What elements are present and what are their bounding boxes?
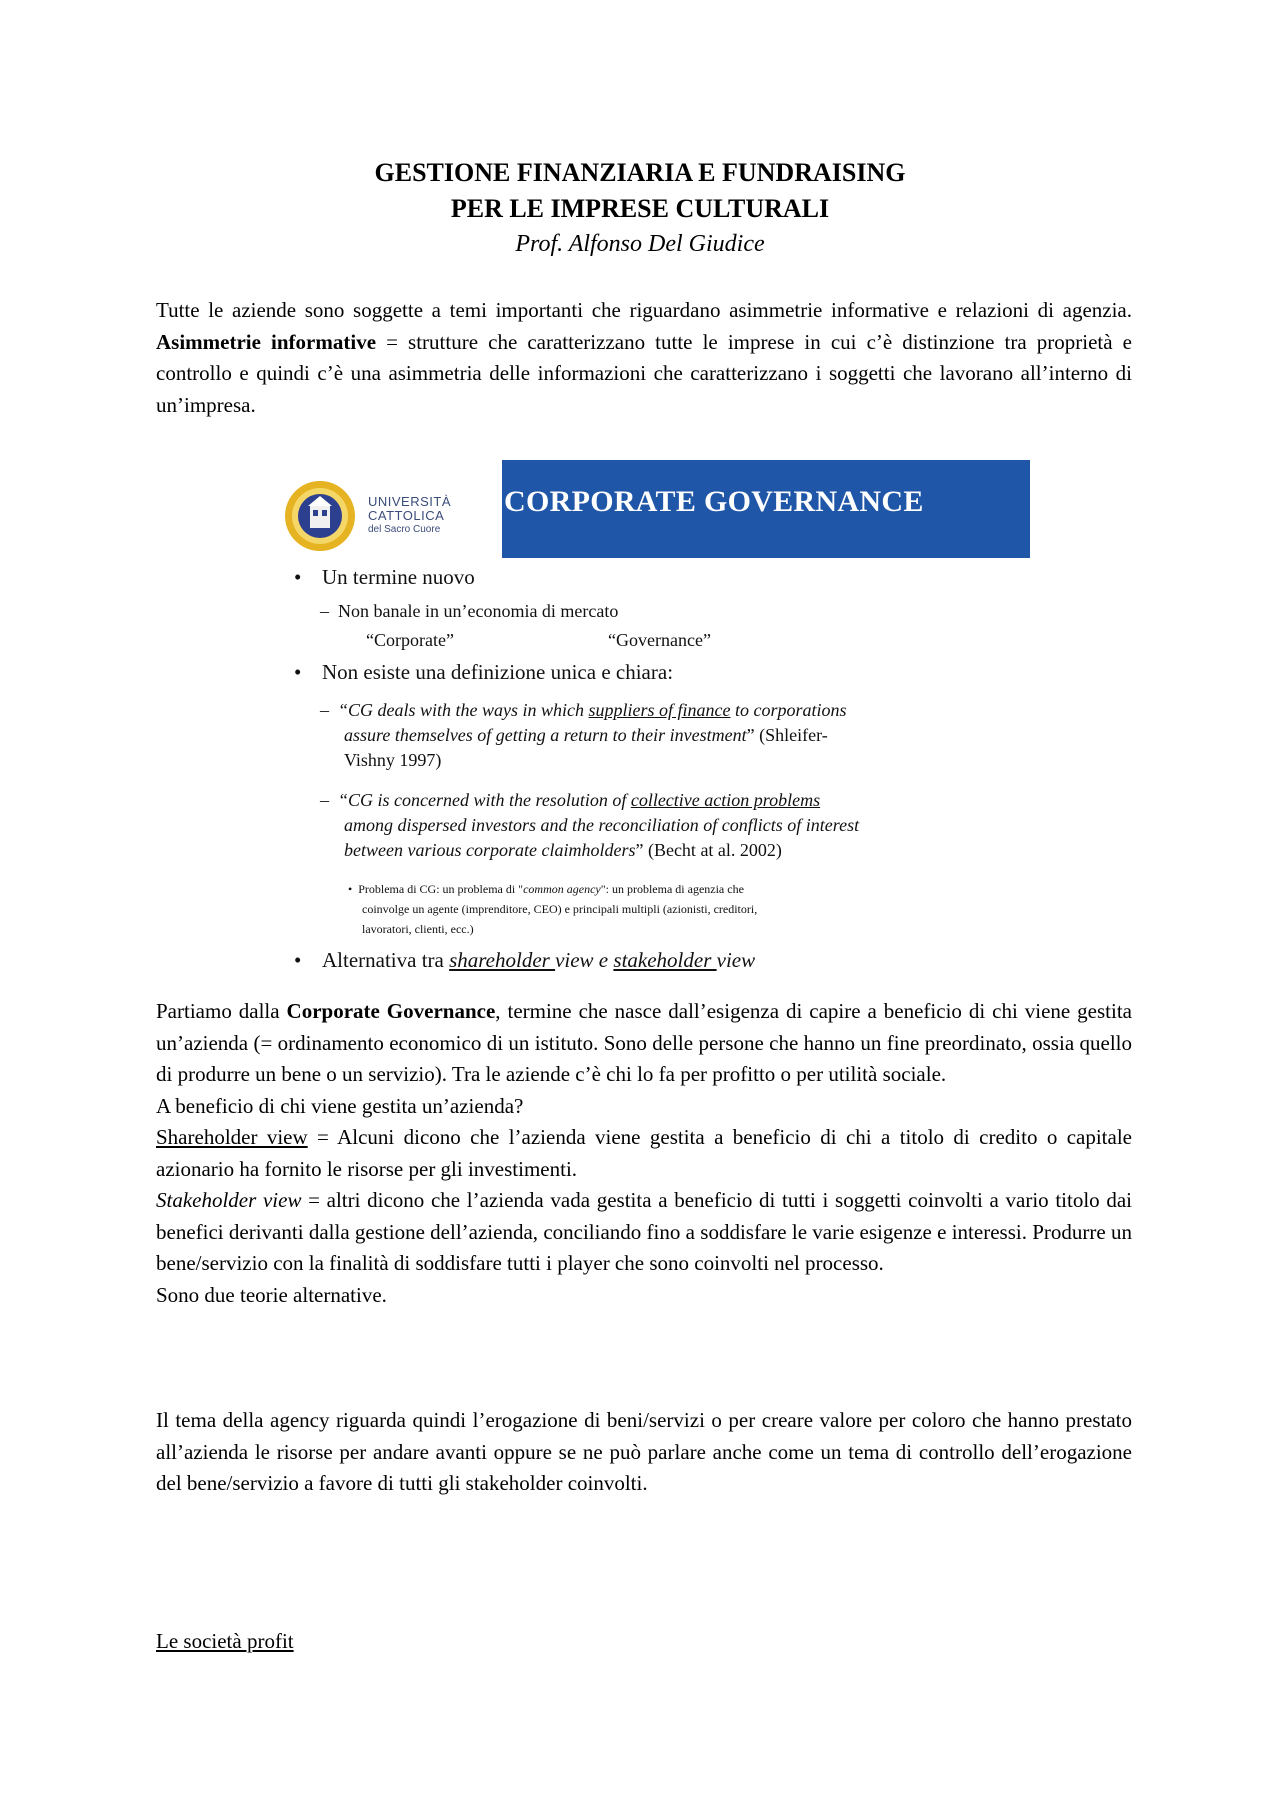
- alternative-theories-line: Sono due teorie alternative.: [156, 1282, 387, 1307]
- question-line: A beneficio di chi viene gestita un’azienda?: [156, 1093, 524, 1118]
- document-title-line2: PER LE IMPRESE CULTURALI: [450, 194, 830, 223]
- slide-bullet-2: • Non esiste una definizione unica e chiara:: [294, 660, 674, 684]
- slide-word-governance: “Governance”: [608, 630, 711, 650]
- slide-banner: CORPORATE GOVERNANCE: [502, 460, 1030, 558]
- body-paragraph-3: Il tema della agency riguarda quindi l’erogazione di beni/servizi o per creare valore per coloro che hanno prestato all’azienda le risorse per andare avanti oppure se ne può parlare anche come un tema di controllo dell’erogazione del bene/servizio a favore di tutti gli stakeholder coinvolti.: [156, 1408, 1132, 1495]
- university-name: UNIVERSITÀ CATTOLICA del Sacro Cuore: [368, 494, 452, 535]
- section-heading: Le società profit: [156, 1629, 294, 1653]
- cg-bold-term: Corporate Governance: [286, 999, 496, 1023]
- stakeholder-view-label: Stakeholder view: [156, 1188, 302, 1212]
- slide-quote-1: – “CG deals with the ways in which suppliers of finance to corporations assure themselves of getting a return to their investment” (Shleifer- Vishny 1997): [320, 700, 847, 770]
- slide-image: [280, 455, 1030, 985]
- slide-quote-2: – “CG is concerned with the resolution of collective action problems among dispersed investors and the reconciliation of conflicts of interest between various corporate claimholders” (Becht at al. 2002): [320, 790, 860, 860]
- document-title-line1: GESTIONE FINANZIARIA E FUNDRAISING: [374, 158, 906, 187]
- shareholder-view-label: Shareholder view: [156, 1125, 308, 1149]
- body-paragraph-2: Partiamo dalla Corporate Governance, termine che nasce dall’esigenza di capire a beneficio di chi viene gestita un’azienda (= ordinamento economico di un istituto. Sono delle persone che hanno un fine preordinato, ossia quello di produrre un bene o un servizio). Tra le aziende c’è chi lo fa per profitto o per utilità sociale. A beneficio di chi viene gestita un’azienda? Shareholder view = Alcuni dicono che l’azienda viene gestita a beneficio di chi a titolo di credito o capitale azionario ha fornito le risorse per gli investimenti. Stakeholder view = altri dicono che l’azienda vada gestita a beneficio di tutti i soggetti coinvolti a vario titolo dai benefici derivanti dalla gestione dell’azienda, conciliando fino a soddisfare le varie esigenze e interessi. Produrre un bene/servizio con la finalità di soddisfare tutti i player che sono coinvolti nel processo. Sono due teorie alternative.: [156, 996, 1132, 1311]
- slide-word-corporate: “Corporate”: [366, 630, 454, 650]
- slide-bullet-3: • Alternativa tra shareholder view e stakeholder view: [294, 948, 756, 972]
- slide-sub-1: – Non banale in un’economia di mercato: [320, 601, 619, 621]
- university-seal-icon: [284, 480, 356, 552]
- intro-bold-term: Asimmetrie informative: [156, 329, 377, 354]
- slide-small-note: • Problema di CG: un problema di "common agency": un problema di agenzia che coinvolge un agente (imprenditore, CEO) e principali multipli (azionisti, creditori, lavoratori, clienti, ecc.): [348, 882, 758, 936]
- author: Prof. Alfonso Del Giudice: [515, 231, 765, 257]
- intro-paragraph: Tutte le aziende sono soggette a temi importanti che riguardano asimmetrie informative e relazioni di agenzia. Asimmetrie informative = strutture che caratterizzano tutte le imprese in cui c’è distinzione tra proprietà e controllo e quindi c’è una asimmetria delle informazioni che caratterizzano i soggetti che lavorano all’interno di un’impresa.: [156, 298, 1133, 417]
- slide-bullet-1: • Un termine nuovo: [294, 565, 475, 589]
